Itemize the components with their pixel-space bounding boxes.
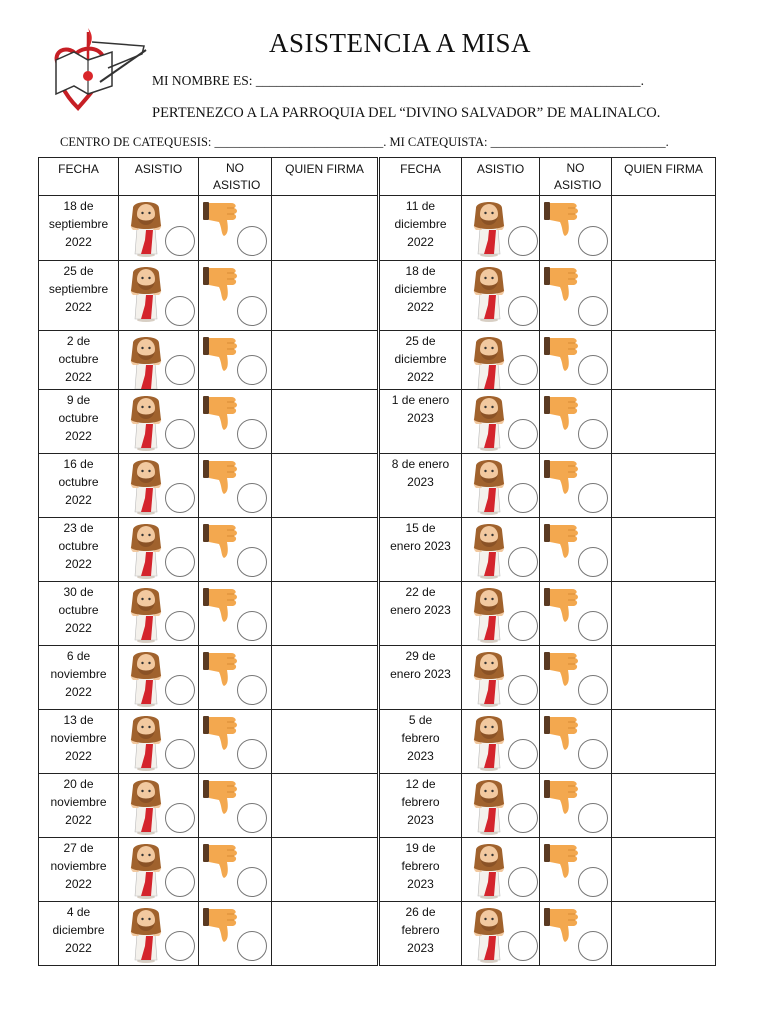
- circle-checkbox-icon[interactable]: [237, 483, 267, 513]
- date-cell: [39, 331, 119, 390]
- table-row: [380, 902, 716, 966]
- not-attended-cell[interactable]: [540, 331, 612, 390]
- attended-cell[interactable]: [462, 454, 540, 518]
- not-attended-cell[interactable]: [199, 838, 272, 902]
- date-line: septiembre: [48, 217, 109, 231]
- date-line: 1 de enero: [391, 393, 450, 407]
- not-attended-cell[interactable]: [540, 710, 612, 774]
- date-cell: [39, 454, 119, 518]
- date-cell: [39, 261, 119, 331]
- circle-checkbox-icon[interactable]: [578, 483, 608, 513]
- date-line: febrero: [401, 795, 440, 809]
- date-line: 2023: [407, 941, 434, 955]
- attended-cell[interactable]: [462, 331, 540, 390]
- signature-cell[interactable]: [272, 838, 378, 902]
- date-cell: [380, 454, 462, 518]
- date-cell: [380, 646, 462, 710]
- date-cell: [380, 196, 462, 261]
- column-header-fecha: FECHA: [39, 158, 119, 196]
- date-cell: [39, 582, 119, 646]
- date-line: enero 2023: [390, 667, 451, 681]
- date-line: 2022: [65, 493, 92, 507]
- table-row: [39, 646, 378, 710]
- attended-cell[interactable]: [119, 196, 199, 261]
- table-row: [380, 774, 716, 838]
- date-line: diciembre: [394, 217, 447, 231]
- circle-checkbox-icon[interactable]: [165, 296, 195, 326]
- circle-checkbox-icon[interactable]: [508, 867, 538, 897]
- date-line: 30 de: [63, 585, 94, 599]
- signature-cell[interactable]: [272, 196, 378, 261]
- circle-checkbox-icon[interactable]: [508, 931, 538, 961]
- jesus-figure-icon: [470, 586, 508, 644]
- column-header-no-asistio: NO ASISTIO: [199, 158, 272, 196]
- date-line: 11 de: [405, 199, 436, 213]
- date-line: 2022: [65, 749, 92, 763]
- date-line: 19 de: [405, 841, 436, 855]
- table-row: [39, 902, 378, 966]
- date-line: 2023: [407, 749, 434, 763]
- circle-checkbox-icon[interactable]: [237, 611, 267, 641]
- signature-cell[interactable]: [272, 710, 378, 774]
- attended-cell[interactable]: [462, 196, 540, 261]
- table-row: [380, 646, 716, 710]
- jesus-figure-icon: [127, 522, 165, 580]
- circle-checkbox-icon[interactable]: [237, 675, 267, 705]
- circle-checkbox-icon[interactable]: [578, 675, 608, 705]
- circle-checkbox-icon[interactable]: [165, 611, 195, 641]
- circle-checkbox-icon[interactable]: [508, 419, 538, 449]
- circle-checkbox-icon[interactable]: [508, 547, 538, 577]
- not-attended-cell[interactable]: [540, 196, 612, 261]
- attended-cell[interactable]: [119, 838, 199, 902]
- jesus-figure-icon: [127, 335, 165, 390]
- date-line: 2 de: [66, 334, 91, 348]
- date-cell: [39, 196, 119, 261]
- column-header-quien-firma: QUIEN FIRMA: [612, 158, 716, 196]
- circle-checkbox-icon[interactable]: [237, 419, 267, 449]
- date-cell: [39, 902, 119, 966]
- attended-cell[interactable]: [119, 261, 199, 331]
- date-cell: [380, 902, 462, 966]
- jesus-figure-icon: [127, 650, 165, 708]
- table-row: [380, 710, 716, 774]
- attended-cell[interactable]: [119, 582, 199, 646]
- signature-cell[interactable]: [612, 196, 716, 261]
- signature-cell[interactable]: [272, 902, 378, 966]
- attended-cell[interactable]: [119, 518, 199, 582]
- date-line: octubre: [58, 352, 99, 366]
- attended-cell[interactable]: [119, 646, 199, 710]
- date-line: 2022: [407, 370, 434, 384]
- signature-cell[interactable]: [612, 331, 716, 390]
- jesus-figure-icon: [127, 458, 165, 516]
- date-cell: [380, 518, 462, 582]
- attended-cell[interactable]: [462, 710, 540, 774]
- table-row: [39, 518, 378, 582]
- circle-checkbox-icon[interactable]: [237, 355, 267, 385]
- date-line: 16 de: [63, 457, 94, 471]
- not-attended-cell[interactable]: [199, 331, 272, 390]
- not-attended-cell[interactable]: [199, 518, 272, 582]
- date-line: 2022: [65, 370, 92, 384]
- date-cell: [39, 838, 119, 902]
- date-cell: [380, 774, 462, 838]
- signature-cell[interactable]: [272, 261, 378, 331]
- signature-cell[interactable]: [272, 774, 378, 838]
- not-attended-cell[interactable]: [540, 838, 612, 902]
- not-attended-cell[interactable]: [199, 710, 272, 774]
- date-line: noviembre: [50, 859, 107, 873]
- circle-checkbox-icon[interactable]: [578, 611, 608, 641]
- date-line: septiembre: [48, 282, 109, 296]
- attended-cell[interactable]: [462, 390, 540, 454]
- column-header-asistio: ASISTIO: [462, 158, 540, 196]
- attended-cell[interactable]: [462, 774, 540, 838]
- date-cell: [380, 838, 462, 902]
- not-attended-cell[interactable]: [540, 261, 612, 331]
- table-row: [39, 838, 378, 902]
- jesus-figure-icon: [470, 650, 508, 708]
- circle-checkbox-icon[interactable]: [237, 803, 267, 833]
- not-attended-cell[interactable]: [199, 582, 272, 646]
- table-row: [380, 331, 716, 390]
- signature-cell[interactable]: [272, 454, 378, 518]
- date-line: 2022: [65, 429, 92, 443]
- signature-cell[interactable]: [612, 774, 716, 838]
- date-cell: [39, 390, 119, 454]
- circle-checkbox-icon[interactable]: [165, 931, 195, 961]
- circle-checkbox-icon[interactable]: [165, 419, 195, 449]
- circle-checkbox-icon[interactable]: [165, 739, 195, 769]
- date-line: febrero: [401, 859, 440, 873]
- jesus-figure-icon: [470, 335, 508, 390]
- date-line: 2022: [407, 235, 434, 249]
- date-cell: [380, 261, 462, 331]
- date-line: 2022: [65, 300, 92, 314]
- date-cell: [380, 331, 462, 390]
- circle-checkbox-icon[interactable]: [165, 675, 195, 705]
- circle-checkbox-icon[interactable]: [165, 803, 195, 833]
- date-line: enero 2023: [390, 539, 451, 553]
- circle-checkbox-icon[interactable]: [578, 355, 608, 385]
- not-attended-cell[interactable]: [540, 774, 612, 838]
- circle-checkbox-icon[interactable]: [578, 931, 608, 961]
- jesus-figure-icon: [127, 906, 165, 964]
- date-line: 6 de: [66, 649, 91, 663]
- signature-cell[interactable]: [612, 261, 716, 331]
- circle-checkbox-icon[interactable]: [508, 803, 538, 833]
- jesus-figure-icon: [470, 714, 508, 772]
- table-row: [39, 261, 378, 331]
- signature-cell[interactable]: [612, 518, 716, 582]
- date-line: 13 de: [63, 713, 94, 727]
- circle-checkbox-icon[interactable]: [165, 483, 195, 513]
- date-line: 2022: [407, 300, 434, 314]
- table-row: [39, 774, 378, 838]
- date-line: 25 de: [405, 334, 436, 348]
- date-cell: [39, 518, 119, 582]
- column-header-fecha: FECHA: [380, 158, 462, 196]
- not-attended-cell[interactable]: [540, 454, 612, 518]
- signature-cell[interactable]: [272, 331, 378, 390]
- signature-cell[interactable]: [272, 582, 378, 646]
- circle-checkbox-icon[interactable]: [237, 226, 267, 256]
- attendance-table-left: [38, 157, 378, 966]
- thumbs-down-icon: [203, 265, 243, 307]
- signature-cell[interactable]: [612, 646, 716, 710]
- parish-line: PERTENEZCO A LA PARROQUIA DEL “DIVINO SALVADOR” DE MALINALCO.: [152, 105, 661, 121]
- signature-cell[interactable]: [612, 838, 716, 902]
- date-cell: [380, 390, 462, 454]
- attended-cell[interactable]: [119, 902, 199, 966]
- date-line: 2022: [65, 877, 92, 891]
- jesus-figure-icon: [127, 586, 165, 644]
- table-row: [39, 390, 378, 454]
- date-line: 18 de: [63, 199, 94, 213]
- circle-checkbox-icon[interactable]: [508, 675, 538, 705]
- circle-checkbox-icon[interactable]: [165, 355, 195, 385]
- not-attended-cell[interactable]: [540, 902, 612, 966]
- circle-checkbox-icon[interactable]: [237, 931, 267, 961]
- name-line: MI NOMBRE ES: _________________________________________________________.: [152, 73, 645, 88]
- thumbs-down-icon: [544, 265, 584, 307]
- date-line: noviembre: [50, 667, 107, 681]
- jesus-figure-icon: [127, 265, 165, 323]
- not-attended-cell[interactable]: [199, 774, 272, 838]
- not-attended-cell[interactable]: [199, 454, 272, 518]
- date-line: 2022: [65, 621, 92, 635]
- jesus-figure-icon: [470, 265, 508, 323]
- signature-cell[interactable]: [272, 390, 378, 454]
- date-line: diciembre: [52, 923, 105, 937]
- date-line: 2023: [407, 877, 434, 891]
- circle-checkbox-icon[interactable]: [578, 226, 608, 256]
- attended-cell[interactable]: [119, 390, 199, 454]
- page-title: ASISTENCIA A MISA: [268, 28, 532, 58]
- jesus-figure-icon: [470, 458, 508, 516]
- not-attended-cell[interactable]: [199, 390, 272, 454]
- circle-checkbox-icon[interactable]: [578, 419, 608, 449]
- jesus-figure-icon: [127, 200, 165, 258]
- circle-checkbox-icon[interactable]: [508, 483, 538, 513]
- attended-cell[interactable]: [462, 902, 540, 966]
- circle-checkbox-icon[interactable]: [237, 296, 267, 326]
- not-attended-cell[interactable]: [199, 261, 272, 331]
- date-line: 2022: [65, 813, 92, 827]
- circle-checkbox-icon[interactable]: [578, 739, 608, 769]
- date-line: 25 de: [63, 264, 94, 278]
- date-line: febrero: [401, 923, 440, 937]
- attended-cell[interactable]: [462, 518, 540, 582]
- date-line: febrero: [401, 731, 440, 745]
- date-line: 20 de: [63, 777, 94, 791]
- column-header-asistio: ASISTIO: [119, 158, 199, 196]
- date-line: 29 de: [405, 649, 436, 663]
- date-line: 2022: [65, 235, 92, 249]
- signature-cell[interactable]: [612, 390, 716, 454]
- table-row: [39, 454, 378, 518]
- date-line: octubre: [58, 475, 99, 489]
- not-attended-cell[interactable]: [199, 196, 272, 261]
- date-line: diciembre: [394, 282, 447, 296]
- date-line: 12 de: [405, 777, 436, 791]
- table-row: [39, 196, 378, 261]
- signature-cell[interactable]: [272, 518, 378, 582]
- circle-checkbox-icon[interactable]: [237, 867, 267, 897]
- date-line: 22 de: [405, 585, 436, 599]
- table-row: [380, 838, 716, 902]
- date-line: 2022: [65, 557, 92, 571]
- table-row: [380, 518, 716, 582]
- not-attended-cell[interactable]: [199, 902, 272, 966]
- signature-cell[interactable]: [612, 902, 716, 966]
- column-header-no-asistio: NO ASISTIO: [540, 158, 612, 196]
- date-line: 2023: [407, 411, 434, 425]
- attended-cell[interactable]: [119, 710, 199, 774]
- attended-cell[interactable]: [462, 646, 540, 710]
- attendance-table-right: [379, 157, 716, 966]
- date-line: octubre: [58, 539, 99, 553]
- not-attended-cell[interactable]: [199, 646, 272, 710]
- circle-checkbox-icon[interactable]: [578, 803, 608, 833]
- jesus-figure-icon: [470, 200, 508, 258]
- attended-cell[interactable]: [462, 261, 540, 331]
- date-line: noviembre: [50, 795, 107, 809]
- date-line: 2022: [65, 941, 92, 955]
- jesus-figure-icon: [127, 842, 165, 900]
- date-cell: [380, 582, 462, 646]
- date-cell: [39, 646, 119, 710]
- date-line: 23 de: [63, 521, 94, 535]
- signature-cell[interactable]: [272, 646, 378, 710]
- date-cell: [39, 710, 119, 774]
- date-line: 8 de enero: [391, 457, 450, 471]
- table-row: [380, 390, 716, 454]
- date-line: 15 de: [405, 521, 436, 535]
- jesus-figure-icon: [470, 394, 508, 452]
- circle-checkbox-icon[interactable]: [237, 547, 267, 577]
- circle-checkbox-icon[interactable]: [578, 867, 608, 897]
- attended-cell[interactable]: [462, 838, 540, 902]
- circle-checkbox-icon[interactable]: [165, 867, 195, 897]
- not-attended-cell[interactable]: [540, 646, 612, 710]
- circle-checkbox-icon[interactable]: [508, 611, 538, 641]
- catechesis-line: CENTRO DE CATEQUESIS: ___________________________. MI CATEQUISTA: ____________________________.: [60, 135, 669, 149]
- table-row: [39, 331, 378, 390]
- signature-cell[interactable]: [612, 454, 716, 518]
- date-line: octubre: [58, 411, 99, 425]
- parish-logo: [48, 24, 152, 124]
- date-line: octubre: [58, 603, 99, 617]
- date-line: noviembre: [50, 731, 107, 745]
- circle-checkbox-icon[interactable]: [578, 547, 608, 577]
- date-line: enero 2023: [390, 603, 451, 617]
- date-line: 2023: [407, 813, 434, 827]
- not-attended-cell[interactable]: [540, 518, 612, 582]
- jesus-figure-icon: [127, 714, 165, 772]
- jesus-figure-icon: [470, 906, 508, 964]
- not-attended-cell[interactable]: [540, 390, 612, 454]
- signature-cell[interactable]: [612, 710, 716, 774]
- jesus-figure-icon: [127, 778, 165, 836]
- table-row: [380, 196, 716, 261]
- date-line: 2023: [407, 475, 434, 489]
- not-attended-cell[interactable]: [540, 582, 612, 646]
- jesus-figure-icon: [470, 778, 508, 836]
- attended-cell[interactable]: [119, 454, 199, 518]
- date-cell: [380, 710, 462, 774]
- column-header-quien-firma: QUIEN FIRMA: [272, 158, 378, 196]
- date-line: 5 de: [408, 713, 433, 727]
- circle-checkbox-icon[interactable]: [508, 355, 538, 385]
- attended-cell[interactable]: [462, 582, 540, 646]
- date-line: diciembre: [394, 352, 447, 366]
- circle-checkbox-icon[interactable]: [578, 296, 608, 326]
- jesus-figure-icon: [127, 394, 165, 452]
- circle-checkbox-icon[interactable]: [237, 739, 267, 769]
- table-row: [380, 261, 716, 331]
- table-row: [380, 582, 716, 646]
- table-row: [380, 454, 716, 518]
- date-line: 26 de: [405, 905, 436, 919]
- jesus-figure-icon: [470, 522, 508, 580]
- date-line: 4 de: [66, 905, 91, 919]
- table-row: [39, 710, 378, 774]
- circle-checkbox-icon[interactable]: [508, 226, 538, 256]
- date-line: 27 de: [63, 841, 94, 855]
- date-line: 2022: [65, 685, 92, 699]
- attended-cell[interactable]: [119, 331, 199, 390]
- jesus-figure-icon: [470, 842, 508, 900]
- circle-checkbox-icon[interactable]: [165, 547, 195, 577]
- table-row: [39, 582, 378, 646]
- date-cell: [39, 774, 119, 838]
- circle-checkbox-icon[interactable]: [508, 296, 538, 326]
- circle-checkbox-icon[interactable]: [508, 739, 538, 769]
- attended-cell[interactable]: [119, 774, 199, 838]
- date-line: 18 de: [405, 264, 436, 278]
- date-line: 9 de: [66, 393, 91, 407]
- circle-checkbox-icon[interactable]: [165, 226, 195, 256]
- signature-cell[interactable]: [612, 582, 716, 646]
